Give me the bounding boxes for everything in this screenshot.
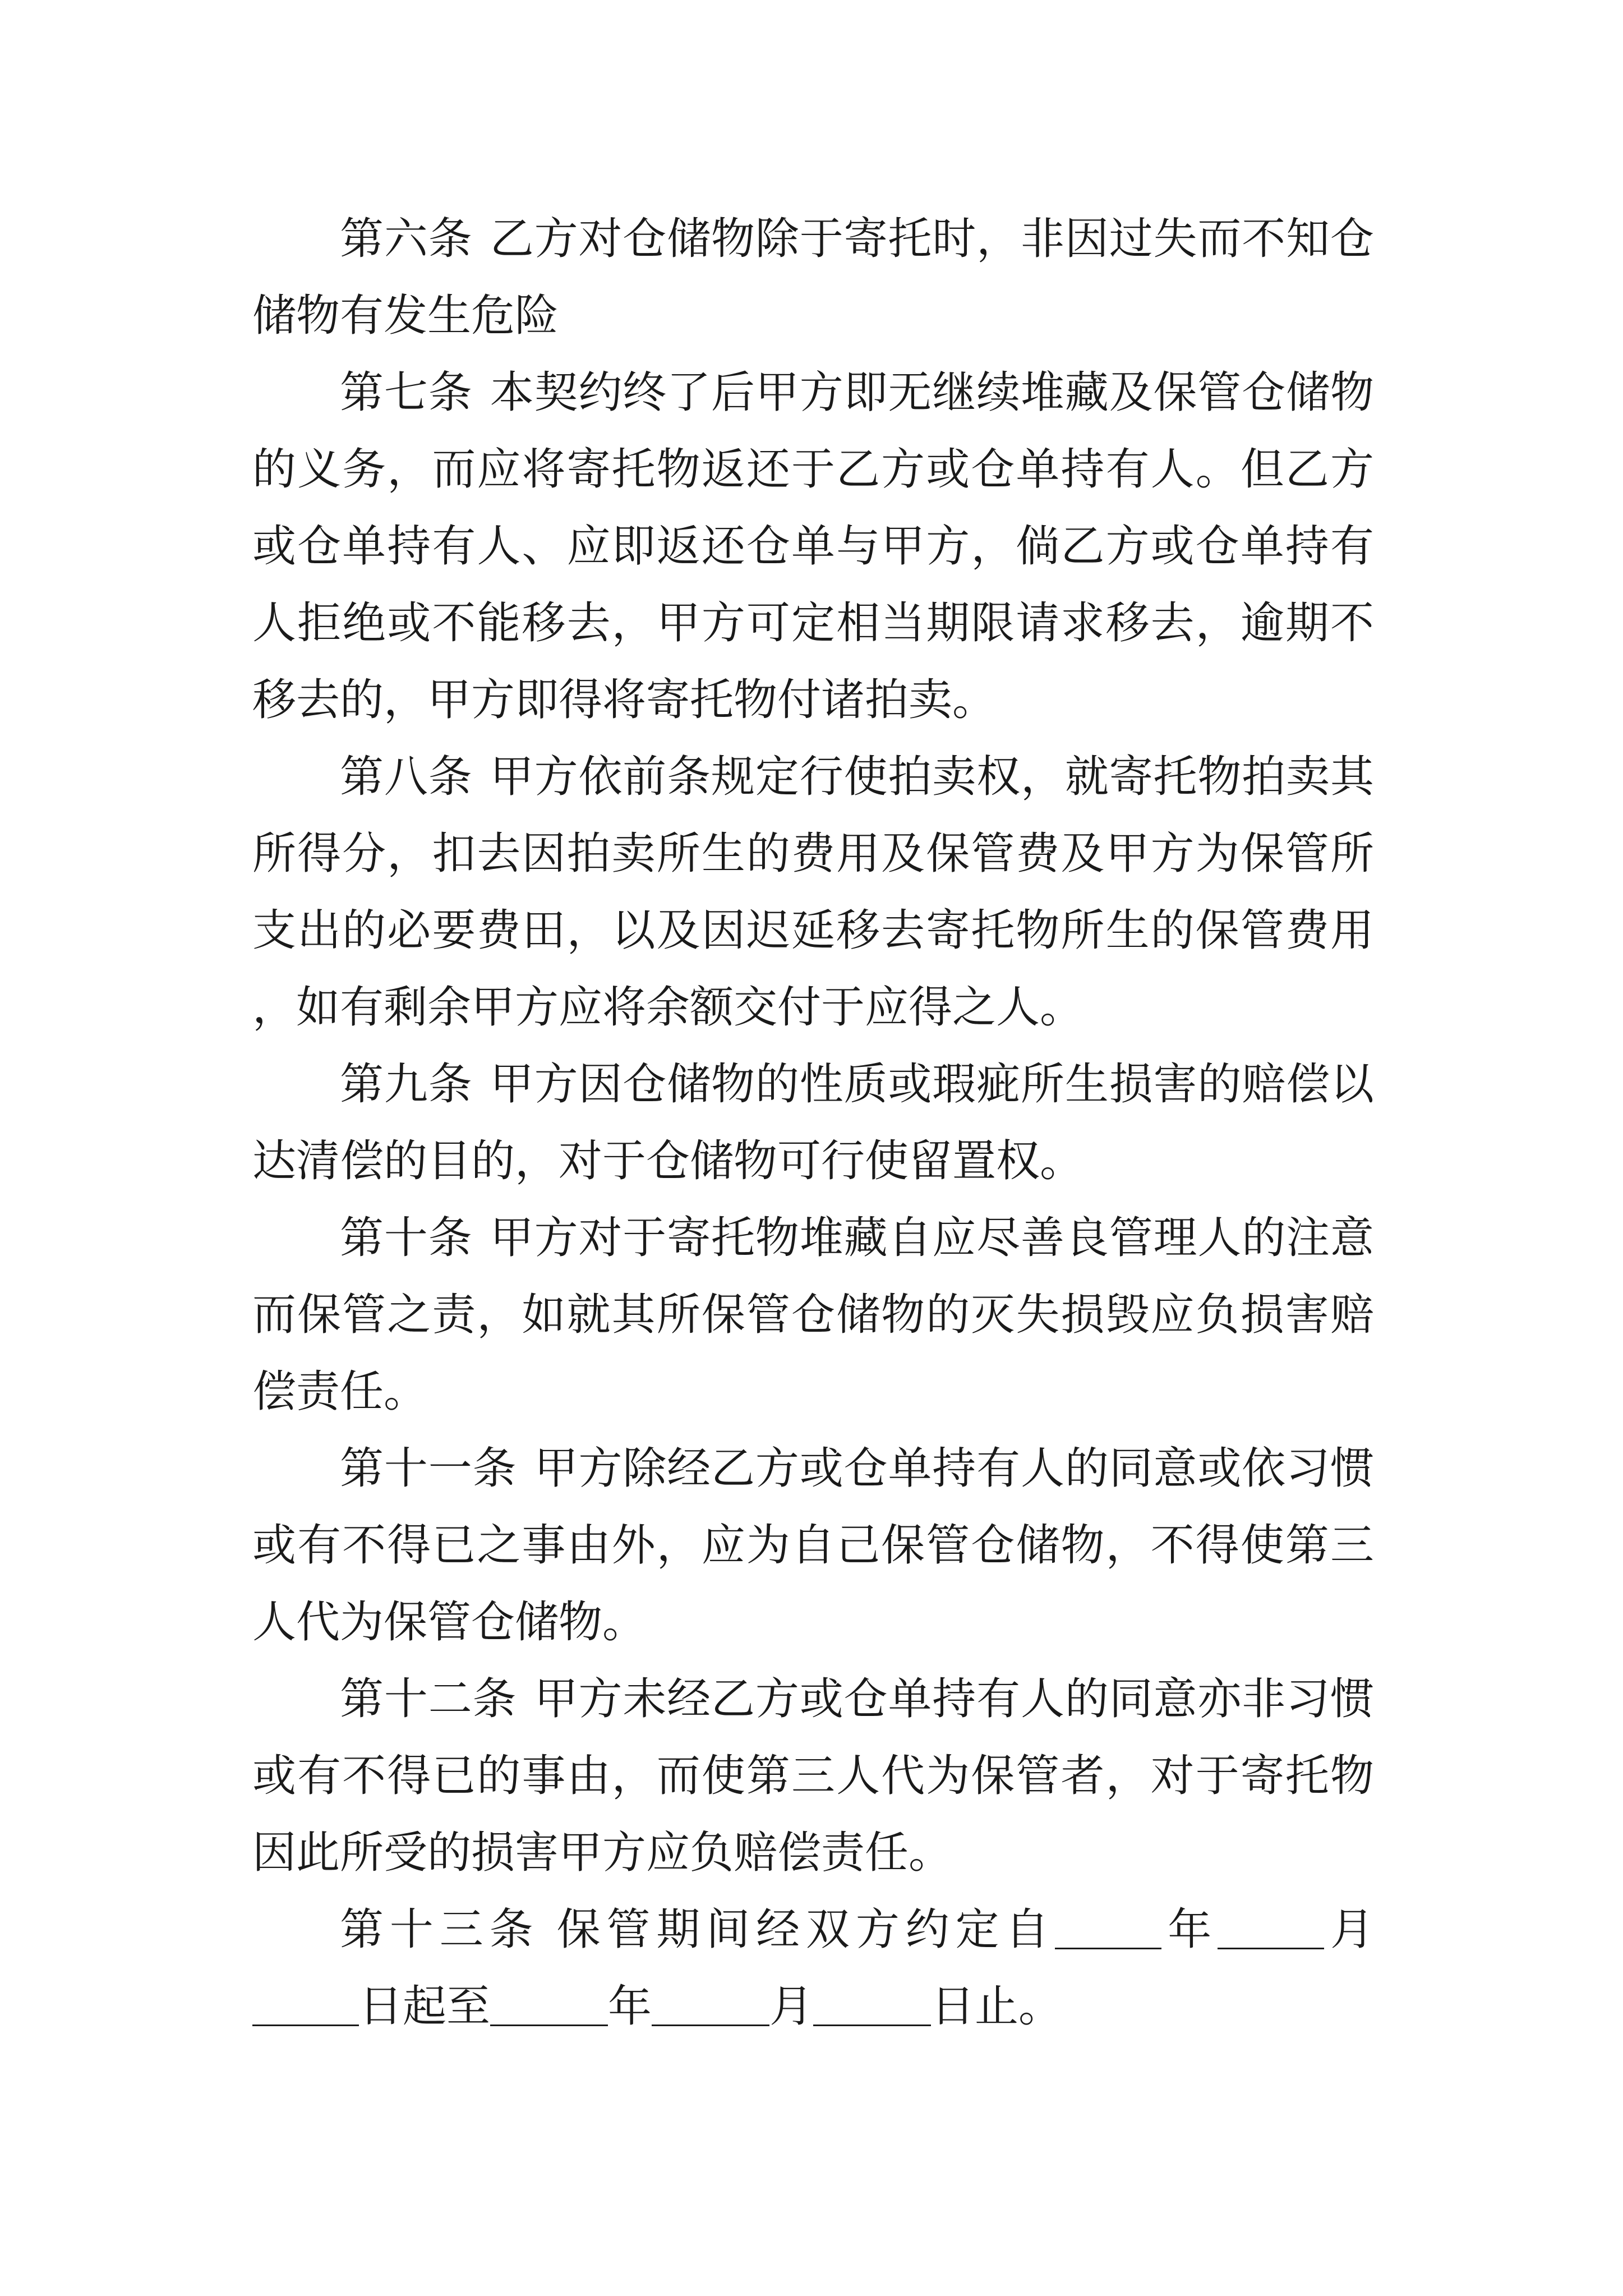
clause-8 [252,739,1374,1046]
clause-label: 第十二条 [340,1674,517,1724]
blank-year-end[interactable] [490,1983,608,2026]
clause-label: 第六条 [340,214,473,264]
clause-13 [252,1892,1374,2045]
clause-label: 第十一条 [340,1443,517,1494]
clause-text: 乙方对仓储物除于寄托时，非因过失而不知仓储物有发生危险 [252,214,1374,341]
clause-label: 第十三条 [340,1904,540,1955]
clause-label: 第七条 [340,367,473,418]
month-label: 月 [1324,1904,1374,1955]
clause-text: 保管期间经双方约定自 [556,1904,1055,1955]
clause-text: 甲方对于寄托物堆藏自应尽善良管理人的注意而保管之责，如就其所保管仓储物的灭失损毁应负损害赔偿责任。 [252,1213,1374,1417]
clause-9 [252,1046,1374,1200]
clause-11 [252,1430,1374,1661]
clause-label: 第八条 [340,752,473,802]
blank-day-start[interactable] [252,1983,359,2026]
blank-month-end[interactable] [652,1983,769,2026]
clause-text: 甲方因仓储物的性质或瑕疵所生损害的赔偿以达清偿的目的，对于仓储物可行使留置权。 [252,1059,1374,1186]
day-to-label: 日起至 [359,1981,491,2032]
day-end-label: 日止。 [931,1981,1063,2032]
clause-10 [252,1200,1374,1430]
blank-day-end[interactable] [813,1983,931,2026]
clause-6 [252,201,1374,355]
clause-text: 甲方除经乙方或仓单持有人的同意或依习惯或有不得已之事由外，应为自己保管仓储物，不得使第三人代为保管仓储物。 [252,1443,1374,1648]
month-label: 月 [769,1981,814,2032]
year-label: 年 [1161,1904,1218,1955]
clause-text: 甲方依前条规定行使拍卖权，就寄托物拍卖其所得分，扣去因拍卖所生的费用及保管费及甲方为保管所支出的必要费田，以及因迟延移去寄托物所生的保管费用，如有剩余甲方应将余额交付于应得之人。 [252,752,1374,1033]
clause-7 [252,355,1374,739]
blank-year-start[interactable] [1055,1906,1161,1949]
blank-month-start[interactable] [1218,1906,1324,1949]
document-body [252,201,1374,2045]
clause-12 [252,1661,1374,1892]
year-label: 年 [608,1981,652,2032]
clause-text: 甲方未经乙方或仓单持有人的同意亦非习惯或有不得已的事由，而使第三人代为保管者，对于寄托物因此所受的损害甲方应负赔偿责任。 [252,1674,1374,1878]
clause-text: 本契约终了后甲方即无继续堆藏及保管仓储物的义务，而应将寄托物返还于乙方或仓单持有人。但乙方或仓单持有人、应即返还仓单与甲方，倘乙方或仓单持有人拒绝或不能移去，甲方可定相当期限请求移去，逾期不移去的，甲方即得将寄托物付诸拍卖。 [252,367,1374,725]
clause-label: 第九条 [340,1059,473,1110]
clause-label: 第十条 [340,1213,473,1263]
